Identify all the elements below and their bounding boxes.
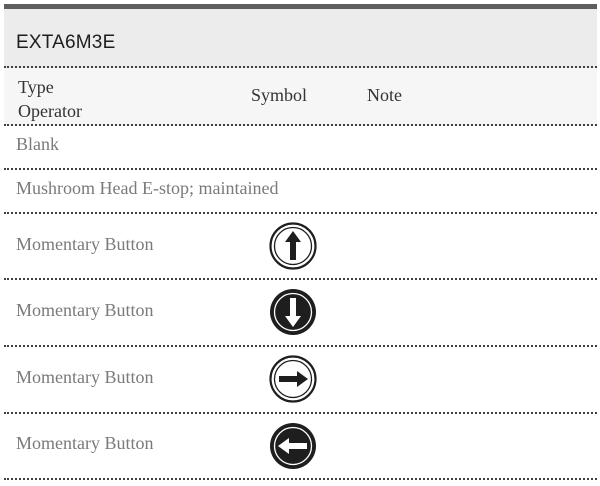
header-divider <box>4 124 597 126</box>
row-operator-momentary-left: Momentary Button <box>16 433 154 453</box>
header-type-operator <box>18 75 82 123</box>
row-operator-blank: Blank <box>16 134 59 154</box>
table-title-bar <box>4 9 597 68</box>
operator-table <box>4 4 597 480</box>
header-operator-label: Operator <box>18 101 82 121</box>
arrow-up-outline-icon <box>269 222 317 270</box>
row-divider <box>4 212 597 214</box>
header-type-label: Type <box>18 77 54 97</box>
header-note-label: Note <box>367 85 402 105</box>
arrow-down-filled-icon <box>269 288 317 336</box>
arrow-left-filled-icon <box>269 422 317 470</box>
row-operator-momentary-up: Momentary Button <box>16 234 154 254</box>
header-symbol-label: Symbol <box>251 85 308 105</box>
table-header-row <box>4 68 597 126</box>
row-divider <box>4 345 597 347</box>
row-operator-momentary-right: Momentary Button <box>16 367 154 387</box>
row-operator-momentary-down: Momentary Button <box>16 300 154 320</box>
row-divider <box>4 278 597 280</box>
table-title: EXTA6M3E <box>16 32 116 53</box>
row-operator-mushroom: Mushroom Head E-stop; maintained <box>16 178 279 198</box>
arrow-right-outline-icon <box>269 355 317 403</box>
row-divider <box>4 478 597 480</box>
row-divider <box>4 168 597 170</box>
row-divider <box>4 412 597 414</box>
